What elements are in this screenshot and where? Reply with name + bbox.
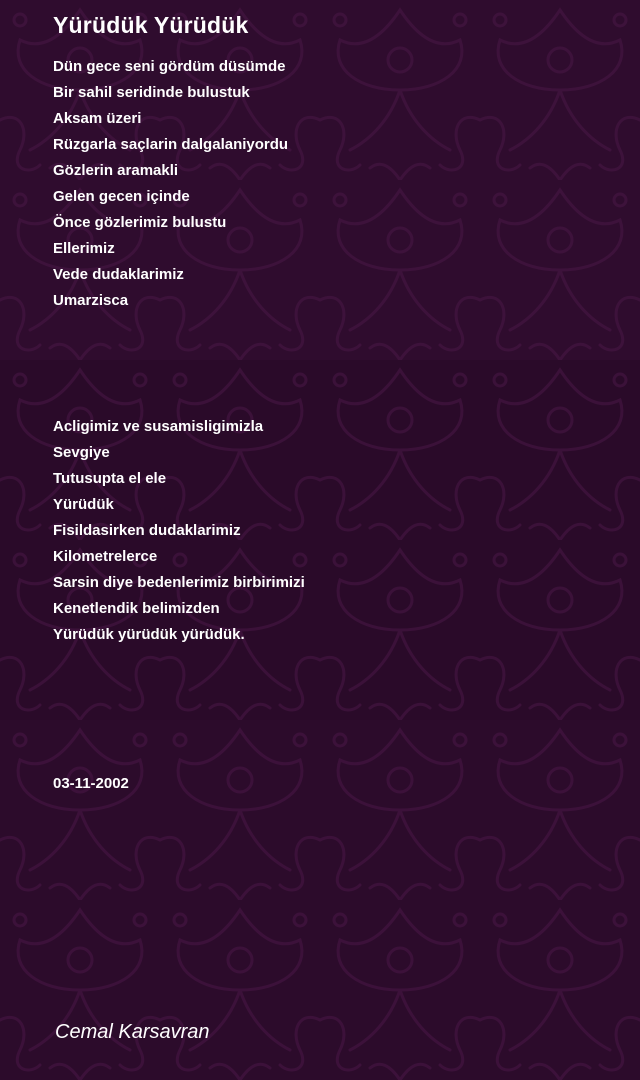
- poem-line: Dün gece seni gördüm düsümde: [53, 58, 286, 75]
- poem-line: Vede dudaklarimiz: [53, 266, 184, 283]
- stanza-1: [53, 54, 288, 314]
- poem-title: Yürüdük Yürüdük: [53, 12, 249, 38]
- poem-line: Tutusupta el ele: [53, 470, 167, 487]
- poem-line: Yürüdük: [53, 496, 114, 513]
- poem-line: Sevgiye: [53, 444, 110, 461]
- poem-line: Aksam üzeri: [53, 110, 142, 127]
- poem-author: Cemal Karsavran: [55, 1021, 210, 1043]
- poem-line: Önce gözlerimiz bulustu: [53, 214, 227, 231]
- poem-line: Umarzisca: [53, 292, 129, 309]
- poem-line: Gözlerin aramakli: [53, 162, 179, 179]
- poem-line: Ellerimiz: [53, 240, 115, 257]
- poem-line: Bir sahil seridinde bulustuk: [53, 84, 250, 101]
- poem-line: Fisildasirken dudaklarimiz: [53, 522, 241, 539]
- poem-line: Kenetlendik belimizden: [53, 600, 220, 617]
- poem-line: Kilometrelerce: [53, 548, 158, 565]
- poem-line: Sarsin diye bedenlerimiz birbirimizi: [53, 574, 305, 591]
- poem-line: Acligimiz ve susamisligimizla: [53, 418, 264, 435]
- poem-line: Gelen gecen içinde: [53, 188, 190, 205]
- poem-date: 03-11-2002: [53, 775, 129, 792]
- poem-line: Rüzgarla saçlarin dalgalaniyordu: [53, 136, 289, 153]
- poem-line: Yürüdük yürüdük yürüdük.: [53, 626, 245, 643]
- stanza-2: [53, 414, 305, 648]
